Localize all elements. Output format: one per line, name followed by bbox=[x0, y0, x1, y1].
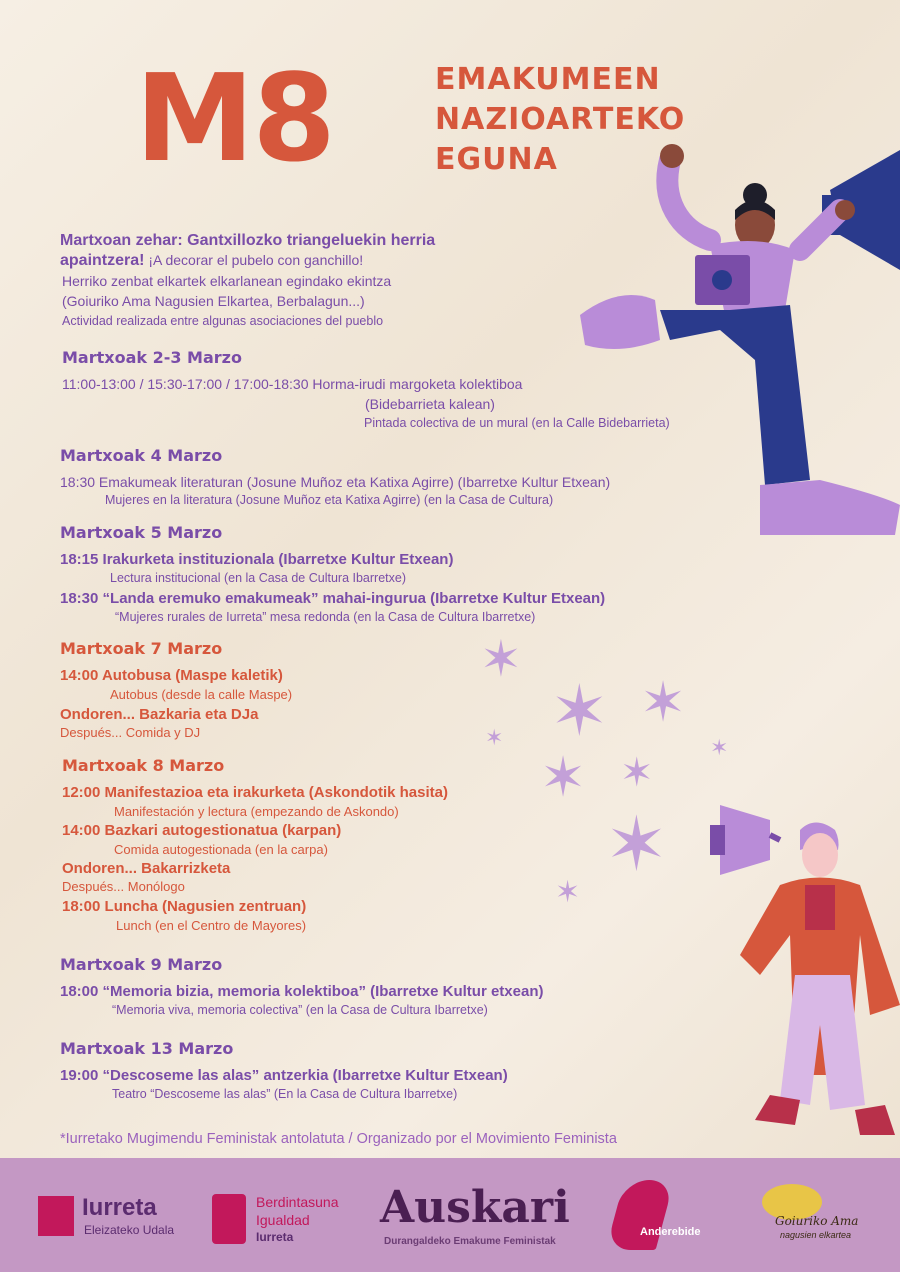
star-icon: ✶ bbox=[540, 746, 587, 808]
title-line-1: EMAKUMEEN bbox=[435, 62, 661, 97]
day-13-line-1: 19:00 “Descoseme las alas” antzerkia (Ibarretxe Kultur Etxean) bbox=[60, 1067, 508, 1084]
day-7-line-4: Después... Comida y DJ bbox=[60, 725, 201, 740]
title-line-3: EGUNA bbox=[435, 142, 558, 177]
star-icon: ✶ bbox=[485, 725, 504, 750]
woman-with-megaphone-illustration bbox=[700, 775, 900, 1155]
day-8-line-1: 12:00 Manifestazioa eta irakurketa (Askondotik hasita) bbox=[62, 784, 448, 801]
intro-line-3: Herriko zenbat elkartek elkarlanean egindako ekintza bbox=[62, 273, 392, 289]
day-8-heading: Martxoak 8 Marzo bbox=[62, 756, 225, 775]
day-13-heading: Martxoak 13 Marzo bbox=[60, 1039, 234, 1058]
iurreta-logo-name: Iurreta bbox=[82, 1194, 157, 1221]
day-7-heading: Martxoak 7 Marzo bbox=[60, 639, 223, 658]
day-5-line-2: Lectura institucional (en la Casa de Cultura Ibarretxe) bbox=[110, 571, 406, 585]
star-icon: ✶ bbox=[640, 671, 687, 733]
day-5-line-1: 18:15 Irakurketa instituzionala (Ibarretxe Kultur Etxean) bbox=[60, 551, 454, 568]
berdintasuna-line-2: Igualdad bbox=[256, 1212, 310, 1228]
organizer-footnote: *Iurretako Mugimendu Feministak antolatuta / Organizado por el Movimiento Feminista bbox=[60, 1131, 617, 1147]
day-13-line-2: Teatro “Descoseme las alas” (En la Casa de Cultura Ibarretxe) bbox=[112, 1087, 458, 1101]
berdintasuna-line-3: Iurreta bbox=[256, 1230, 294, 1244]
day-4-line-2: Mujeres en la literatura (Josune Muñoz eta Katixa Agirre) (en la Casa de Cultura) bbox=[105, 493, 554, 507]
day-2-3-line-1: 11:00-13:00 / 15:30-17:00 / 17:00-18:30 Horma-irudi margoketa kolektiboa bbox=[62, 376, 523, 392]
anderebide-head-icon bbox=[606, 1180, 675, 1250]
star-icon: ✶ bbox=[480, 631, 522, 687]
auskari-logo-sub: Durangaldeko Emakume Feministak bbox=[384, 1236, 556, 1247]
goiuriko-line-2: nagusien elkartea bbox=[780, 1230, 852, 1240]
day-2-3-line-3: Pintada colectiva de un mural (en la Calle Bidebarrieta) bbox=[364, 416, 670, 430]
star-icon: ✶ bbox=[620, 751, 654, 795]
title-line-2: NAZIOARTEKO bbox=[435, 102, 686, 137]
goiuriko-line-1: Goiuriko Ama bbox=[775, 1214, 859, 1228]
star-icon: ✶ bbox=[710, 735, 729, 760]
intro-line-5: Actividad realizada entre algunas asociaciones del pueblo bbox=[62, 314, 384, 328]
day-8-line-3: 14:00 Bazkari autogestionatua (karpan) bbox=[62, 822, 342, 839]
star-icon: ✶ bbox=[605, 802, 668, 886]
day-9-line-2: “Memoria viva, memoria colectiva” (en la Casa de Cultura Ibarretxe) bbox=[112, 1003, 488, 1017]
day-8-line-2: Manifestación y lectura (empezando de Askondo) bbox=[114, 804, 399, 819]
day-8-line-6: Después... Monólogo bbox=[62, 879, 185, 894]
day-2-3-heading: Martxoak 2-3 Marzo bbox=[62, 348, 242, 367]
day-7-line-3: Ondoren... Bazkaria eta DJa bbox=[60, 706, 259, 723]
m8-title: M8 bbox=[135, 50, 334, 189]
megaphone-icon bbox=[720, 805, 770, 875]
day-5-line-3: 18:30 “Landa eremuko emakumeak” mahai-ingurua (Ibarretxe Kultur Etxean) bbox=[60, 590, 606, 607]
day-8-line-4: Comida autogestionada (en la carpa) bbox=[114, 842, 328, 857]
day-4-heading: Martxoak 4 Marzo bbox=[60, 446, 223, 465]
intro-line-2 bbox=[60, 252, 363, 270]
intro-line-1: Martxoan zehar: Gantxillozko triangeluekin herria bbox=[60, 232, 436, 249]
day-5-heading: Martxoak 5 Marzo bbox=[60, 523, 223, 542]
star-icon: ✶ bbox=[550, 672, 609, 750]
berdintasuna-b-icon bbox=[212, 1194, 246, 1244]
day-8-line-8: Lunch (en el Centro de Mayores) bbox=[116, 918, 307, 933]
day-9-heading: Martxoak 9 Marzo bbox=[60, 955, 223, 974]
iurreta-shield-icon bbox=[38, 1196, 74, 1236]
day-8-line-5: Ondoren... Bakarrizketa bbox=[62, 860, 231, 877]
berdintasuna-line-1: Berdintasuna bbox=[256, 1194, 339, 1210]
intro-line-2-bold: apaintzera! bbox=[60, 252, 145, 269]
intro-line-2-rest: ¡A decorar el pubelo con ganchillo! bbox=[144, 252, 364, 268]
day-8-line-7: 18:00 Luncha (Nagusien zentruan) bbox=[62, 898, 307, 915]
day-4-line-1: 18:30 Emakumeak literaturan (Josune Muñoz eta Katixa Agirre) (Ibarretxe Kultur Etxean) bbox=[60, 474, 611, 490]
star-icon: ✶ bbox=[555, 876, 581, 909]
day-2-3-line-2: (Bidebarrieta kalean) bbox=[365, 396, 495, 412]
day-5-line-4: “Mujeres rurales de Iurreta” mesa redonda (en la Casa de Cultura Ibarretxe) bbox=[115, 610, 536, 624]
day-7-line-2: Autobus (desde la calle Maspe) bbox=[110, 687, 293, 702]
day-7-line-1: 14:00 Autobusa (Maspe kaletik) bbox=[60, 667, 283, 684]
iurreta-logo-sub: Eleizateko Udala bbox=[84, 1223, 175, 1237]
auskari-logo: Auskari bbox=[380, 1182, 570, 1233]
intro-line-4: (Goiuriko Ama Nagusien Elkartea, Berbalagun...) bbox=[62, 293, 365, 309]
footer-logos bbox=[0, 1158, 900, 1272]
day-9-line-1: 18:00 “Memoria bizia, memoria kolektiboa” (Ibarretxe Kultur etxean) bbox=[60, 983, 544, 1000]
anderebide-logo-name: Anderebide bbox=[640, 1226, 701, 1238]
woman-megaphone-illustration bbox=[560, 140, 900, 560]
